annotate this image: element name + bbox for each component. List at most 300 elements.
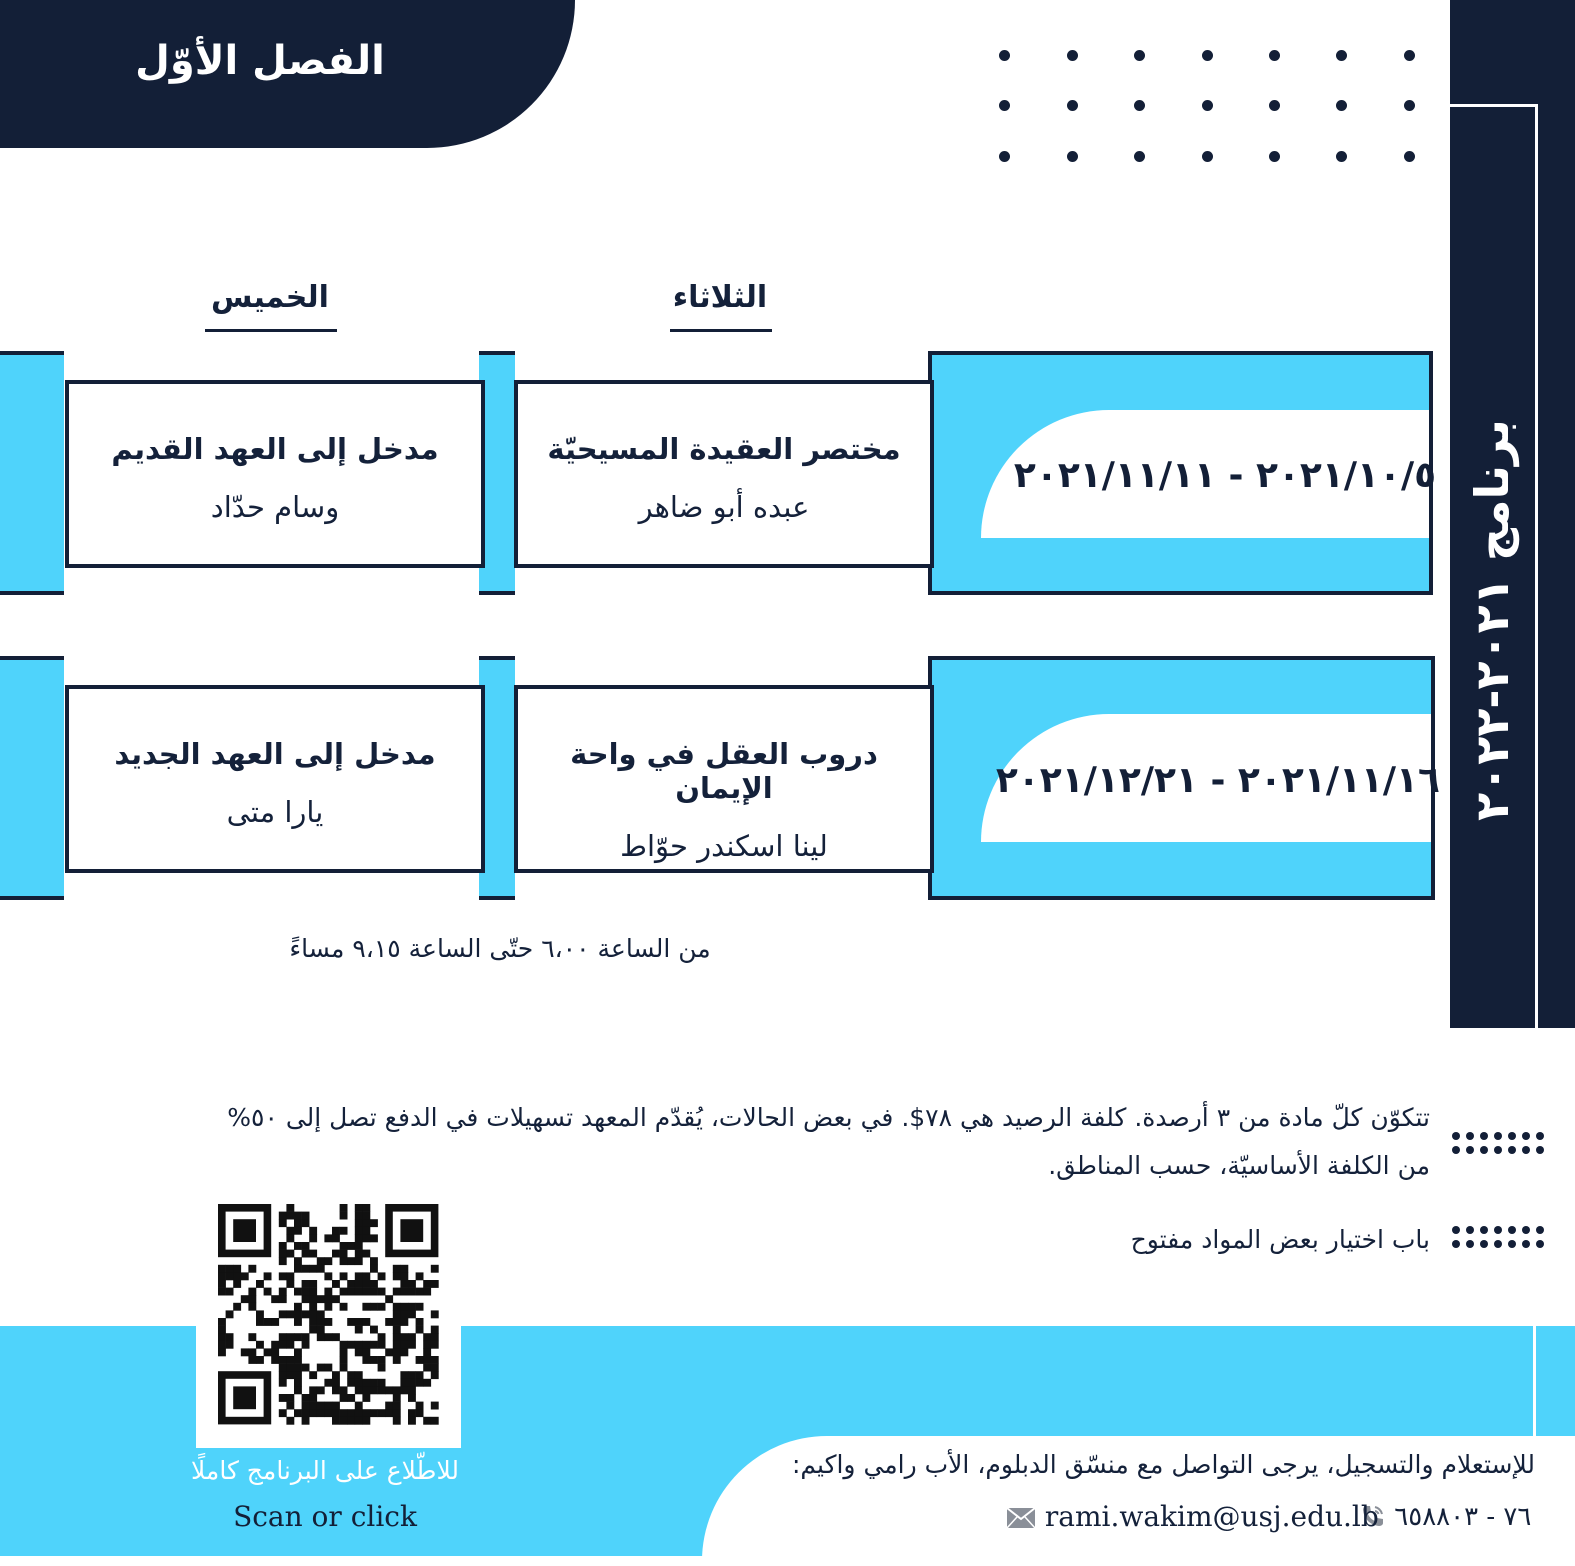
qr-module (302, 1394, 310, 1402)
qr-module (385, 1295, 393, 1303)
qr-module (279, 1310, 287, 1318)
qr-module (355, 1402, 363, 1410)
qr-module (355, 1257, 363, 1265)
qr-module (347, 1318, 355, 1326)
qr-module (385, 1318, 393, 1326)
qr-module (355, 1242, 363, 1250)
bullet-dot (1536, 1240, 1544, 1248)
qr-module (362, 1356, 370, 1364)
qr-module (393, 1394, 401, 1402)
program-year-text: برنامج ٢٠٢١-٢٠٢٢ (1465, 419, 1519, 821)
qr-module (241, 1272, 249, 1280)
qr-module (355, 1227, 363, 1235)
qr-module (271, 1356, 279, 1364)
qr-module (294, 1219, 302, 1227)
qr-module (393, 1272, 401, 1280)
qr-module (286, 1234, 294, 1242)
qr-module (332, 1379, 340, 1387)
qr-module (317, 1402, 325, 1410)
qr-module (385, 1348, 393, 1356)
qr-module (286, 1341, 294, 1349)
row-strip (0, 656, 64, 900)
qr-module (279, 1242, 287, 1250)
qr-module (286, 1272, 294, 1280)
email-link[interactable] (1006, 1500, 1379, 1533)
day-header-tuesday: الثلاثاء (672, 280, 768, 315)
qr-module (400, 1272, 408, 1280)
qr-module (233, 1280, 241, 1288)
qr-module (332, 1333, 340, 1341)
row-strip (0, 351, 64, 595)
qr-module (309, 1288, 317, 1296)
qr-module (408, 1310, 416, 1318)
qr-module (370, 1257, 378, 1265)
qr-module (431, 1333, 439, 1341)
bullet-dots-icon (1452, 1222, 1548, 1252)
qr-module (279, 1409, 287, 1417)
qr-module (416, 1379, 424, 1387)
qr-module (286, 1333, 294, 1341)
bullet-dot (1452, 1226, 1460, 1234)
course-box (514, 380, 934, 568)
phone-number-text: ٧٦ - ٦٥٨٨٠٣ (1394, 1502, 1532, 1532)
qr-module (226, 1333, 234, 1341)
qr-module (355, 1341, 363, 1349)
bullet-dot (1466, 1146, 1474, 1154)
qr-module (309, 1409, 317, 1417)
phone-number[interactable] (1360, 1502, 1531, 1532)
qr-module (317, 1310, 325, 1318)
qr-module (370, 1341, 378, 1349)
qr-module (241, 1348, 249, 1356)
qr-module (218, 1348, 226, 1356)
envelope-icon (1006, 1507, 1036, 1529)
qr-module (355, 1234, 363, 1242)
qr-module (279, 1394, 287, 1402)
qr-module (324, 1402, 332, 1410)
course-teacher: عبده أبو ضاهر (638, 490, 810, 524)
qr-module (294, 1386, 302, 1394)
qr-module (416, 1326, 424, 1334)
qr-module (256, 1280, 264, 1288)
qr-module (332, 1409, 340, 1417)
bullet-dot (1480, 1132, 1488, 1140)
qr-module (286, 1204, 294, 1212)
qr-module (362, 1212, 370, 1220)
qr-module (355, 1371, 363, 1379)
qr-module (416, 1303, 424, 1311)
qr-module (416, 1371, 424, 1379)
qr-module (317, 1326, 325, 1334)
qr-module (340, 1394, 348, 1402)
qr-module (294, 1371, 302, 1379)
qr-module (286, 1356, 294, 1364)
page-title: الفصل الأوّل (135, 38, 385, 84)
qr-module (286, 1250, 294, 1258)
qr-module (279, 1341, 287, 1349)
qr-module (423, 1356, 431, 1364)
qr-module (370, 1326, 378, 1334)
qr-module (408, 1341, 416, 1349)
qr-module (362, 1394, 370, 1402)
qr-module (423, 1280, 431, 1288)
qr-module (324, 1318, 332, 1326)
qr-module (355, 1212, 363, 1220)
qr-module (302, 1288, 310, 1296)
qr-module (408, 1371, 416, 1379)
qr-module (286, 1402, 294, 1410)
qr-module (340, 1417, 348, 1425)
qr-module (431, 1326, 439, 1334)
qr-module (400, 1265, 408, 1273)
qr-module (393, 1326, 401, 1334)
decor-dot (1067, 100, 1078, 111)
info-open-registration: باب اختيار بعض المواد مفتوح (1130, 1225, 1430, 1254)
qr-module (226, 1265, 234, 1273)
qr-module (340, 1288, 348, 1296)
qr-module (340, 1348, 348, 1356)
qr-module (340, 1250, 348, 1258)
bullet-dot (1466, 1226, 1474, 1234)
qr-module (271, 1348, 279, 1356)
qr-module (347, 1409, 355, 1417)
qr-module (233, 1386, 256, 1409)
qr-module (408, 1333, 416, 1341)
qr-module (332, 1402, 340, 1410)
qr-module (248, 1265, 256, 1273)
info-credits-line: من الكلفة الأساسيّة، حسب المناطق. (1048, 1151, 1430, 1180)
qr-module (385, 1402, 393, 1410)
qr-module (370, 1280, 378, 1288)
qr-module (248, 1295, 256, 1303)
decor-dot (1067, 50, 1078, 61)
qr-module (271, 1318, 279, 1326)
qr-code-icon[interactable] (196, 1192, 461, 1448)
qr-module (294, 1303, 302, 1311)
qr-module (271, 1295, 279, 1303)
qr-module (218, 1318, 226, 1326)
bullet-dot (1494, 1240, 1502, 1248)
qr-module (431, 1310, 439, 1318)
qr-module (279, 1356, 287, 1364)
qr-module (279, 1250, 287, 1258)
bullet-dot (1494, 1226, 1502, 1234)
qr-module (362, 1234, 370, 1242)
decor-dot (1202, 100, 1213, 111)
qr-module (309, 1295, 317, 1303)
qr-module (279, 1212, 287, 1220)
bullet-dot (1452, 1132, 1460, 1140)
info-credits (90, 1094, 1430, 1190)
decor-dot (1404, 50, 1415, 61)
qr-module (286, 1417, 294, 1425)
qr-module (400, 1386, 408, 1394)
qr-module (302, 1341, 310, 1349)
qr-module (256, 1310, 264, 1318)
qr-module (332, 1295, 340, 1303)
qr-module (400, 1318, 408, 1326)
qr-module (256, 1318, 264, 1326)
qr-module (218, 1333, 226, 1341)
course-teacher: يارا متى (226, 795, 324, 829)
qr-module (362, 1272, 370, 1280)
qr-module (431, 1417, 439, 1425)
qr-module (340, 1303, 348, 1311)
row-dates: ٢٠٢١/١٠/٥ - ٢٠٢١/١١/١١ (1013, 455, 1437, 496)
day-header-thursday: الخميس (211, 280, 329, 315)
qr-module (233, 1265, 241, 1273)
qr-module (423, 1333, 431, 1341)
qr-module (294, 1310, 302, 1318)
course-name: مدخل إلى العهد الجديد (114, 737, 436, 771)
qr-module (416, 1409, 424, 1417)
qr-module (302, 1265, 310, 1273)
qr-module (218, 1280, 226, 1288)
qr-module (393, 1386, 401, 1394)
qr-module (294, 1409, 302, 1417)
qr-module (286, 1227, 294, 1235)
qr-module (294, 1379, 302, 1387)
qr-module (416, 1402, 424, 1410)
bullet-dot (1508, 1132, 1516, 1140)
decor-dot (999, 50, 1010, 61)
time-note: من الساعة ٦،٠٠ حتّى الساعة ٩،١٥ مساءً (289, 934, 711, 963)
qr-module (264, 1288, 272, 1296)
qr-module (423, 1348, 431, 1356)
qr-module (370, 1409, 378, 1417)
course-name: مدخل إلى العهد القديم (111, 432, 439, 466)
qr-module (416, 1356, 424, 1364)
qr-module (370, 1288, 378, 1296)
qr-module (400, 1371, 408, 1379)
qr-module (294, 1364, 302, 1372)
qr-module (347, 1257, 355, 1265)
bullet-dot (1494, 1132, 1502, 1140)
decor-dot (1269, 151, 1280, 162)
qr-module (378, 1379, 386, 1387)
qr-module (400, 1310, 408, 1318)
course-name: مختصر العقيدة المسيحيّة (547, 432, 901, 466)
qr-module (340, 1257, 348, 1265)
qr-module (431, 1364, 439, 1372)
qr-module (332, 1280, 340, 1288)
qr-module (324, 1295, 332, 1303)
qr-module (309, 1265, 317, 1273)
qr-module (302, 1242, 310, 1250)
qr-module (340, 1242, 348, 1250)
qr-module (340, 1364, 348, 1372)
day-underline (205, 329, 337, 332)
qr-module (362, 1318, 370, 1326)
qr-module (218, 1265, 226, 1273)
qr-module (340, 1341, 348, 1349)
qr-module (279, 1333, 287, 1341)
qr-module (370, 1234, 378, 1242)
qr-module (294, 1257, 302, 1265)
qr-module (309, 1303, 317, 1311)
decor-dot (1067, 151, 1078, 162)
decor-dot (1134, 100, 1145, 111)
qr-module (355, 1280, 363, 1288)
qr-module (294, 1348, 302, 1356)
qr-module (332, 1234, 340, 1242)
qr-module (347, 1417, 355, 1425)
qr-module (264, 1348, 272, 1356)
qr-module (332, 1417, 340, 1425)
qr-module (362, 1379, 370, 1387)
qr-module (279, 1295, 287, 1303)
bullet-dot (1522, 1226, 1530, 1234)
qr-module (431, 1280, 439, 1288)
qr-module (279, 1288, 287, 1296)
qr-module (294, 1356, 302, 1364)
qr-module (294, 1333, 302, 1341)
decor-dot (1202, 50, 1213, 61)
qr-module (294, 1288, 302, 1296)
qr-module (393, 1318, 401, 1326)
qr-module (218, 1272, 226, 1280)
qr-module (332, 1227, 340, 1235)
side-divider (1450, 104, 1538, 107)
qr-module (362, 1280, 370, 1288)
qr-module (332, 1250, 340, 1258)
bullet-dot (1508, 1146, 1516, 1154)
qr-module (400, 1333, 408, 1341)
qr-module (378, 1288, 386, 1296)
bullet-dot (1466, 1132, 1474, 1140)
qr-module (279, 1371, 287, 1379)
qr-code[interactable] (196, 1192, 461, 1448)
bullet-dot (1536, 1146, 1544, 1154)
qr-module (347, 1379, 355, 1387)
bullet-dot (1522, 1132, 1530, 1140)
qr-module (233, 1303, 241, 1311)
row-dates: ٢٠٢١/١١/١٦ - ٢٠٢١/١٢/٢١ (995, 760, 1440, 801)
qr-module (355, 1250, 363, 1258)
decor-dot (999, 100, 1010, 111)
qr-module (302, 1333, 310, 1341)
course-box (65, 685, 485, 873)
qr-module (309, 1326, 317, 1334)
qr-module (226, 1272, 234, 1280)
bullet-dot (1536, 1226, 1544, 1234)
qr-module (233, 1219, 256, 1242)
qr-module (302, 1219, 310, 1227)
qr-module (393, 1417, 401, 1425)
course-box (514, 685, 934, 873)
decor-dot (1404, 100, 1415, 111)
qr-module (332, 1386, 340, 1394)
qr-module (408, 1417, 416, 1425)
bullet-dot (1508, 1226, 1516, 1234)
qr-module (431, 1371, 439, 1379)
qr-module (408, 1379, 416, 1387)
qr-module (355, 1379, 363, 1387)
qr-module (302, 1310, 310, 1318)
qr-module (324, 1288, 332, 1296)
qr-module (294, 1227, 302, 1235)
qr-module (362, 1348, 370, 1356)
side-divider (1535, 104, 1538, 1028)
qr-module (248, 1303, 256, 1311)
qr-module (423, 1364, 431, 1372)
qr-module (400, 1280, 408, 1288)
qr-module (347, 1394, 355, 1402)
qr-module (317, 1257, 325, 1265)
qr-module (286, 1364, 294, 1372)
qr-module (324, 1303, 332, 1311)
qr-module (378, 1341, 386, 1349)
bullet-dot (1494, 1146, 1502, 1154)
decor-dot (1134, 50, 1145, 61)
qr-module (362, 1341, 370, 1349)
qr-module (355, 1417, 363, 1425)
qr-module (408, 1409, 416, 1417)
decor-dot (1336, 100, 1347, 111)
qr-module (279, 1364, 287, 1372)
qr-module (393, 1409, 401, 1417)
qr-module (279, 1379, 287, 1387)
qr-module (355, 1386, 363, 1394)
scan-link[interactable]: Scan or click (233, 1500, 417, 1533)
qr-module (347, 1371, 355, 1379)
qr-module (286, 1280, 294, 1288)
bullet-dot (1522, 1240, 1530, 1248)
qr-module (294, 1265, 302, 1273)
qr-module (309, 1250, 317, 1258)
qr-module (317, 1318, 325, 1326)
qr-module (431, 1341, 439, 1349)
qr-module (362, 1288, 370, 1296)
qr-module (378, 1333, 386, 1341)
qr-module (370, 1356, 378, 1364)
qr-module (408, 1394, 416, 1402)
qr-module (340, 1204, 348, 1212)
decor-dot (999, 151, 1010, 162)
qr-module (309, 1386, 317, 1394)
qr-module (226, 1288, 234, 1296)
qr-module (340, 1272, 348, 1280)
qr-module (340, 1386, 348, 1394)
qr-module (317, 1333, 325, 1341)
qr-module (294, 1318, 302, 1326)
qr-module (317, 1265, 325, 1273)
decor-dot (1202, 151, 1213, 162)
qr-module (393, 1265, 401, 1273)
qr-module (393, 1341, 401, 1349)
qr-module (393, 1310, 401, 1318)
qr-module (362, 1386, 370, 1394)
qr-module (317, 1409, 325, 1417)
qr-module (256, 1341, 264, 1349)
qr-module (423, 1379, 431, 1387)
course-teacher: لينا اسكندر حوّاط (620, 829, 828, 863)
qr-module (324, 1409, 332, 1417)
qr-module (400, 1348, 408, 1356)
qr-module (393, 1348, 401, 1356)
qr-module (355, 1219, 363, 1227)
course-name: دروب العقل في واحة الإيمان (570, 737, 878, 805)
qr-module (400, 1303, 408, 1311)
qr-module (362, 1227, 370, 1235)
qr-module (309, 1280, 317, 1288)
qr-module (408, 1288, 416, 1296)
qr-module (340, 1356, 348, 1364)
qr-module (233, 1272, 241, 1280)
qr-module (302, 1402, 310, 1410)
decor-dot (1336, 151, 1347, 162)
bullet-dot (1452, 1146, 1460, 1154)
